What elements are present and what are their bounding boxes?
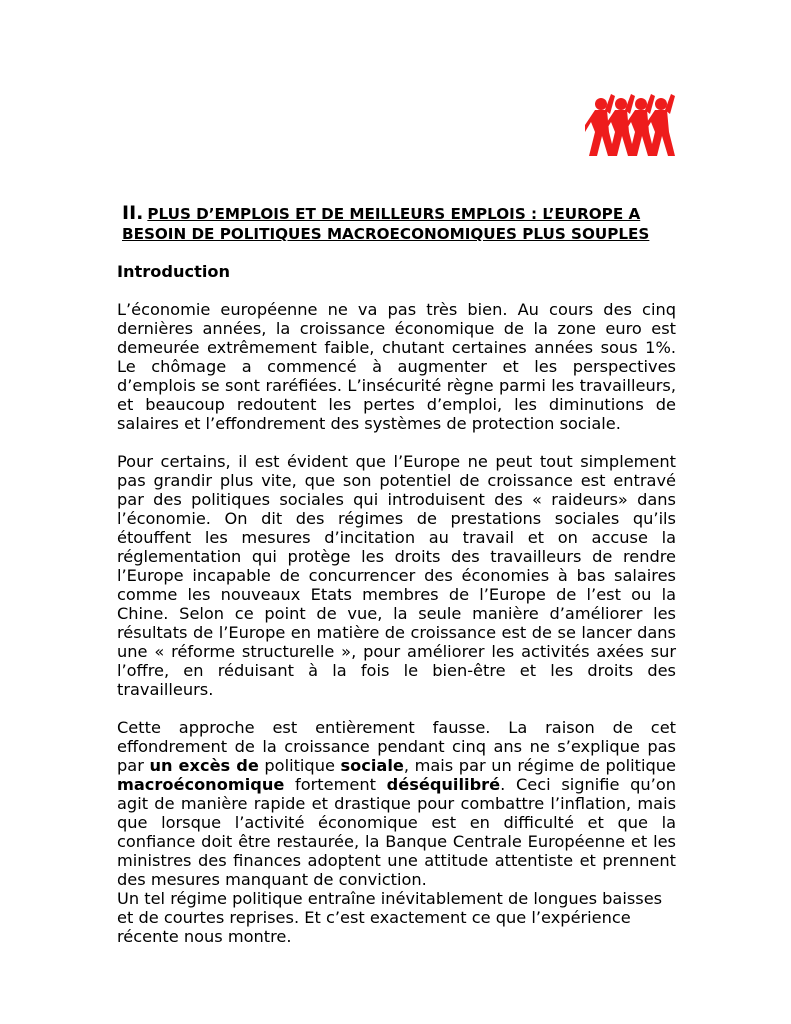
bold-text: déséquilibré — [386, 775, 501, 794]
bold-text: sociale — [340, 756, 404, 775]
text: Cette approche est entièrement fausse. La raison de cet effondrement de la croissance pendant cinq ans ne s’explique pas par — [117, 718, 676, 775]
section-heading — [122, 203, 682, 244]
subsection-title: Introduction — [117, 262, 231, 281]
text: fortement — [284, 775, 387, 794]
text: , mais par un régime de politique — [403, 756, 677, 775]
paragraph-3 — [117, 718, 676, 889]
heading-number: II. — [122, 202, 144, 224]
paragraph-1: L’économie européenne ne va pas très bien. Au cours des cinq dernières années, la croissance économique de la zone euro est demeurée extrêmement faible, chutant certaines années sous 1%. Le chômage a commencé à augmenter et les perspectives d’emplois se sont raréfiées. L’insécurité règne parmi les travailleurs, et beaucoup redoutent les pertes d’emploi, les diminutions de salaires et l’effondrement des systèmes de protection sociale. — [117, 300, 676, 433]
heading-title: PLUS D’EMPLOIS ET DE MEILLEURS EMPLOIS : L’EUROPE A BESOIN DE POLITIQUES MACROECONOMIQUES PLUS SOUPLES — [122, 205, 650, 243]
figures-icon — [585, 94, 675, 156]
text: politique — [258, 756, 341, 775]
bold-text: macroéconomique — [117, 775, 285, 794]
document-body — [117, 262, 676, 965]
red-figures-logo — [585, 92, 677, 158]
bold-text: un excès de — [149, 756, 259, 775]
paragraph-2: Pour certains, il est évident que l’Europe ne peut tout simplement pas grandir plus vite, que son potentiel de croissance est entravé par des politiques sociales qui introduisent des « raideurs» dans l’économie. On dit des régimes de prestations sociales qu’ils étouffent les mesures d’incitation au travail et on accuse la réglementation qui protège les droits des travailleurs de rendre l’Europe incapable de concurrencer des économies à bas salaires comme les nouveaux Etats membres de l’Europe de l’est ou la Chine. Selon ce point de vue, la seule manière d’améliorer les résultats de l’Europe en matière de croissance est de se lancer dans une « réforme structurelle », pour améliorer les activités axées sur l’offre, en réduisant à la fois le bien-être et les droits des travailleurs. — [117, 452, 676, 699]
paragraph-4: Un tel régime politique entraîne inévitablement de longues baisses et de courtes reprises. Et c’est exactement ce que l’expérience récente nous montre. — [117, 889, 663, 946]
text: . Ceci signifie qu’on agit de manière rapide et drastique pour combattre l’inflation, mais que lorsque l’activité économique est en difficulté et que la confiance doit être restaurée, la Banque Centrale Européenne et les ministres des finances adoptent une attitude attentiste et prennent des mesures manquant de conviction. — [117, 775, 676, 889]
